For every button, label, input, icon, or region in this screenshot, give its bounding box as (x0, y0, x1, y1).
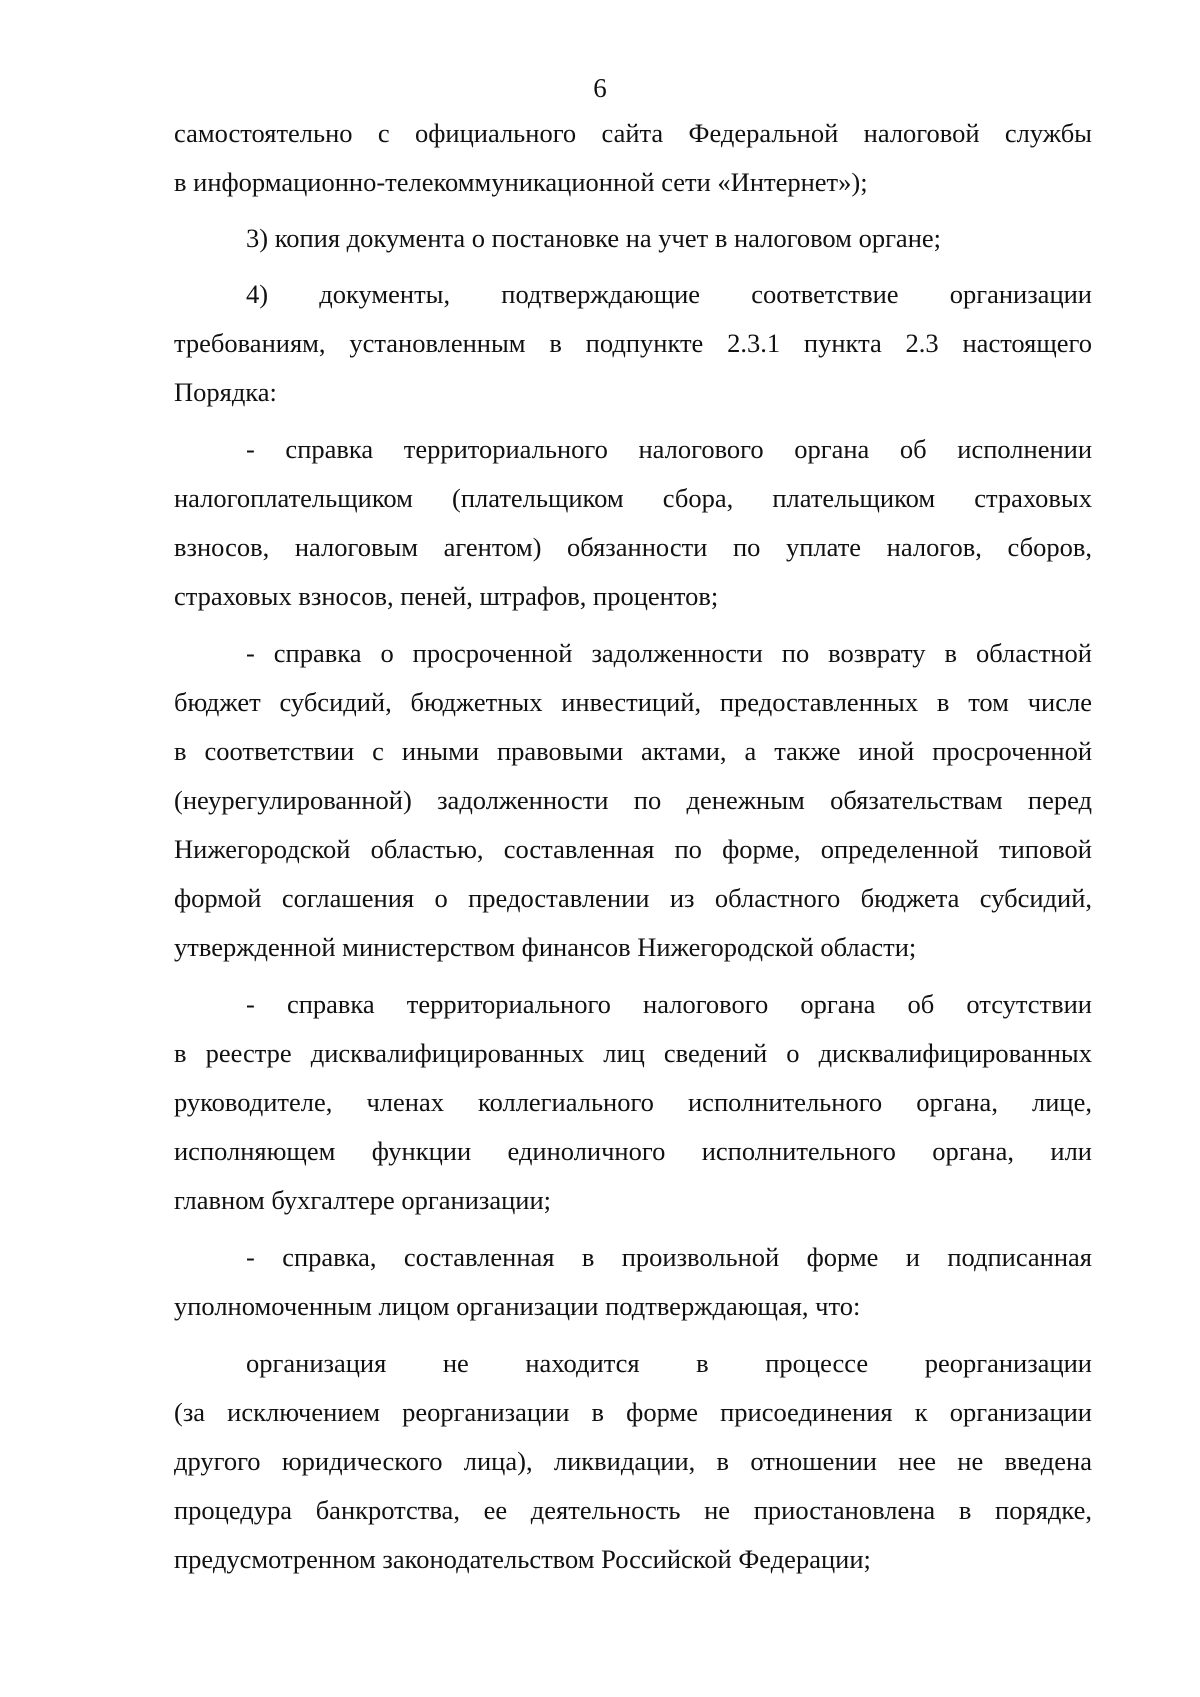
paragraph-3 (174, 270, 1092, 417)
document-body (174, 109, 1092, 1584)
text-line: исполняющем функции единоличного исполнительного органа, или (174, 1136, 1092, 1166)
text-line: утвержденной министерством финансов Нижегородской области; (174, 932, 917, 962)
text-line: руководителе, членах коллегиального исполнительного органа, лице, (174, 1087, 1092, 1117)
text-line: самостоятельно с официального сайта Федеральной налоговой службы (174, 118, 1092, 148)
text-line: процедура банкротства, ее деятельность не приостановлена в порядке, (174, 1495, 1092, 1525)
paragraph-1 (174, 109, 1092, 207)
page-number: 6 (593, 73, 607, 103)
text-line: формой соглашения о предоставлении из областного бюджета субсидий, (174, 883, 1092, 913)
paragraph-4 (174, 425, 1092, 621)
text-line: (за исключением реорганизации в форме присоединения к организации (174, 1397, 1092, 1427)
text-line: предусмотренном законодательством Российской Федерации; (174, 1544, 871, 1574)
text-line: Порядка: (174, 377, 277, 407)
text-line: уполномоченным лицом организации подтверждающая, что: (174, 1291, 861, 1321)
text-line: главном бухгалтере организации; (174, 1185, 552, 1215)
text-line: в реестре дисквалифицированных лиц сведений о дисквалифицированных (174, 1038, 1092, 1068)
text-line: - справка территориального налогового органа об исполнении (246, 434, 1092, 464)
text-line: страховых взносов, пеней, штрафов, процентов; (174, 581, 719, 611)
text-line: организация не находится в процессе реорганизации (246, 1348, 1092, 1378)
paragraph-2 (174, 214, 1092, 263)
text-line: налогоплательщиком (плательщиком сбора, плательщиком страховых (174, 483, 1092, 513)
text-line: в информационно-телекоммуникационной сети «Интернет»); (174, 167, 868, 197)
text-line: в соответствии с иными правовыми актами, а также иной просроченной (174, 736, 1092, 766)
text-line: - справка, составленная в произвольной форме и подписанная (246, 1242, 1092, 1272)
text-line: Нижегородской областью, составленная по форме, определенной типовой (174, 834, 1092, 864)
paragraph-6 (174, 980, 1092, 1225)
text-line: требованиям, установленным в подпункте 2.3.1 пункта 2.3 настоящего (174, 328, 1092, 358)
text-line: бюджет субсидий, бюджетных инвестиций, предоставленных в том числе (174, 687, 1092, 717)
text-line: 3) копия документа о постановке на учет в налоговом органе; (246, 223, 942, 253)
text-line: - справка территориального налогового органа об отсутствии (246, 989, 1092, 1019)
paragraph-8 (174, 1339, 1092, 1584)
text-line: - справка о просроченной задолженности по возврату в областной (246, 638, 1092, 668)
paragraph-5 (174, 629, 1092, 972)
text-line: взносов, налоговым агентом) обязанности по уплате налогов, сборов, (174, 532, 1092, 562)
text-line: 4) документы, подтверждающие соответствие организации (246, 279, 1092, 309)
text-line: (неурегулированной) задолженности по денежным обязательствам перед (174, 785, 1092, 815)
text-line: другого юридического лица), ликвидации, в отношении нее не введена (174, 1446, 1092, 1476)
paragraph-7 (174, 1233, 1092, 1331)
